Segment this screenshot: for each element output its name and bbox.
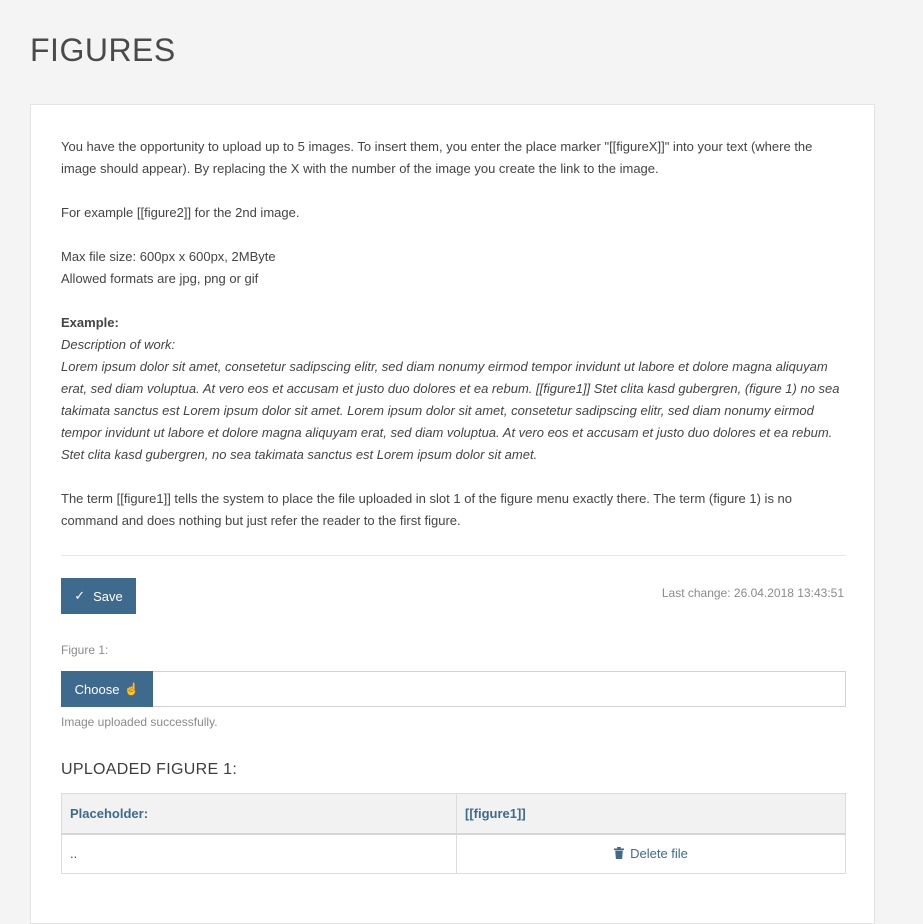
example-text: Lorem ipsum dolor sit amet, consetetur sadipscing elitr, sed diam nonumy eirmod tempor invidunt ut labore et dolore magna aliquyam erat, sed diam voluptua. At vero eos et accusam et justo duo dolores et ea rebum. [[figure1]] Stet clita kasd gubergren, (figure 1) no sea takimata sanctus est Lorem ipsum dolor sit amet. Lorem ipsum dolor sit amet, consetetur sadipscing elitr, sed diam nonumy eirmod tempor invidunt ut labore et dolore magna aliquyam erat, sed diam voluptua. At vero eos et accusam et justo duo dolores et ea rebum. Stet clita kasd gubergren, no sea takimata sanctus est Lorem ipsum dolor sit amet. [61, 359, 840, 462]
file-cell: .. [62, 834, 457, 874]
trash-icon [614, 847, 624, 859]
last-change-timestamp: Last change: 26.04.2018 13:43:51 [661, 586, 844, 600]
instructions [61, 136, 846, 532]
uploaded-figure-heading: UPLOADED FIGURE 1: [61, 761, 238, 778]
explanation-text: The term [[figure1]] tells the system to place the file uploaded in slot 1 of the figure menu exactly there. The term (figure 1) is no command and does nothing but just refer the reader to the first figure. [61, 491, 793, 528]
figure-1-label: Figure 1: [61, 643, 109, 657]
choose-button-label: Choose [74, 681, 120, 697]
upload-status: Image uploaded successfully. [61, 715, 218, 729]
uploaded-figure-table [61, 793, 846, 874]
intro-paragraph: You have the opportunity to upload up to 5 images. To insert them, you enter the place marker "[[figureX]]" into your text (where the image should appear). By replacing the X with the number of the image you create the link to the image. [61, 139, 813, 176]
hand-pointer-icon: ☝ [124, 682, 140, 696]
allowed-formats: Allowed formats are jpg, png or gif [61, 271, 259, 286]
figures-card [30, 104, 875, 924]
example-subtitle: Description of work: [61, 337, 176, 352]
table-header-placeholder: Placeholder: [62, 794, 457, 834]
table-row [62, 834, 846, 874]
save-button[interactable] [61, 578, 136, 614]
table-header-row [62, 794, 846, 834]
page-title: FIGURES [30, 32, 176, 68]
checkmark-icon: ✓ [74, 588, 86, 603]
example-hint: For example [[figure2]] for the 2nd image. [61, 205, 300, 220]
delete-file-label: Delete file [630, 845, 688, 861]
save-button-label: Save [93, 588, 123, 604]
file-name-input[interactable] [153, 672, 845, 706]
divider [61, 555, 846, 556]
figure-1-file-field [61, 671, 846, 707]
delete-file-link[interactable] [614, 846, 688, 861]
choose-file-button[interactable] [61, 671, 153, 707]
max-file-size: Max file size: 600px x 600px, 2MByte [61, 249, 276, 264]
delete-cell [457, 834, 846, 874]
table-header-tag: [[figure1]] [457, 794, 846, 834]
example-label: Example: [61, 315, 119, 330]
